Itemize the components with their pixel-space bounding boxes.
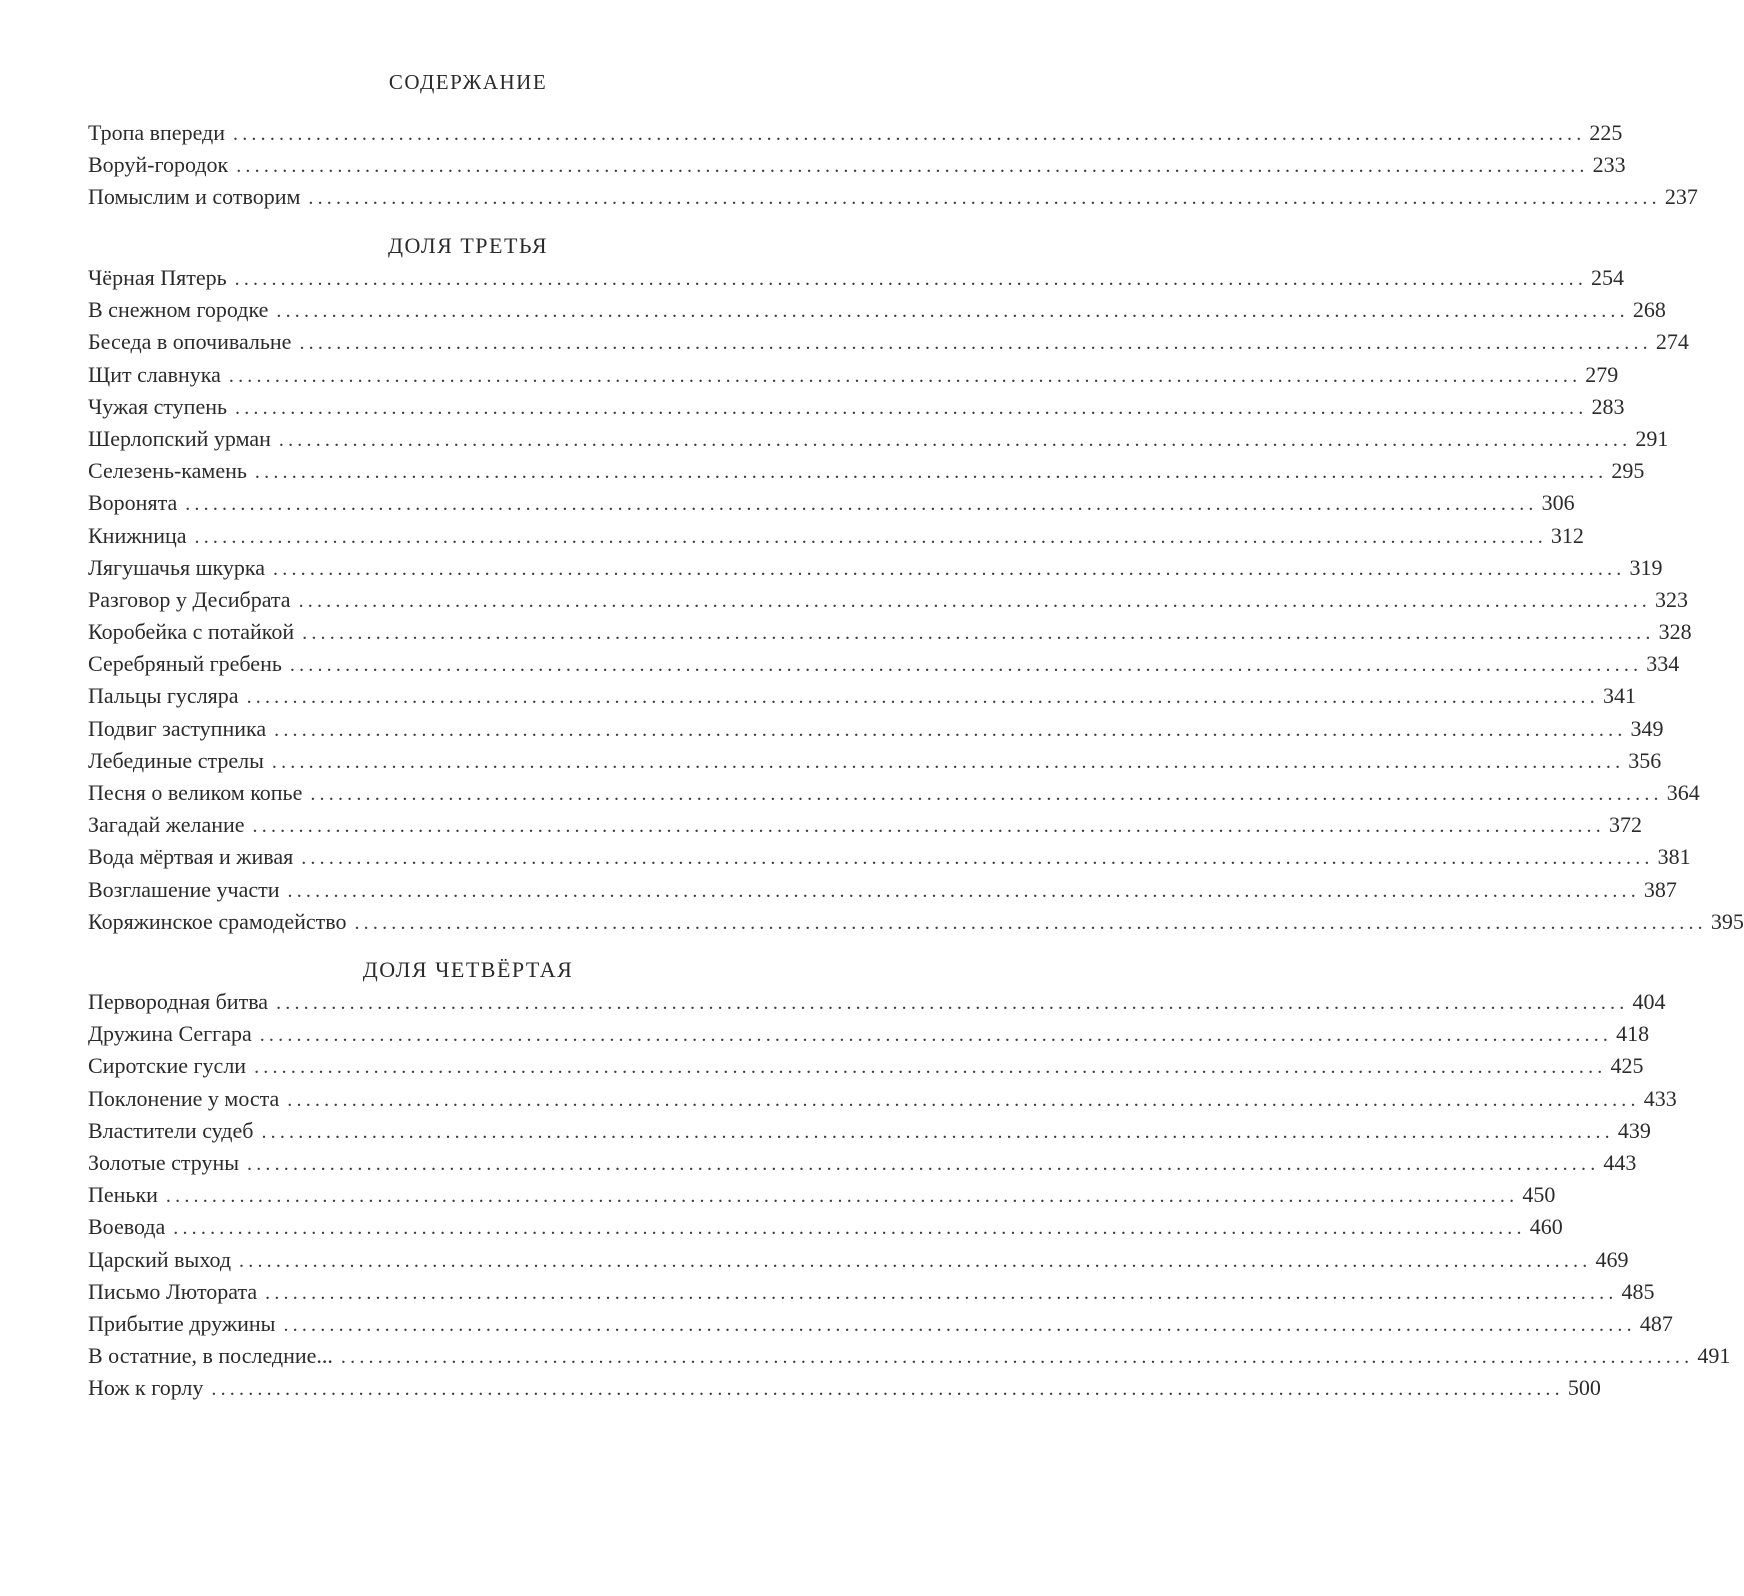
- toc-entry-page-number: 254: [1591, 265, 1625, 290]
- toc-entry-title: Пеньки: [88, 1182, 158, 1208]
- toc-entry-page-number: 381: [1657, 844, 1691, 870]
- toc-entry-title: Серебряный гребень: [88, 651, 282, 677]
- toc-entry-page-number: 491: [1697, 1343, 1731, 1369]
- dot-leader: ...................................................................................................................................................: [283, 1313, 1636, 1336]
- toc-entry: [88, 359, 1619, 391]
- toc-entry-title: Лебединые стрелы: [88, 747, 264, 773]
- toc-entry-title: Лягушачья шкурка: [88, 554, 266, 580]
- toc-entry: [88, 1147, 1637, 1179]
- toc-entry: [88, 520, 1584, 552]
- dot-leader: ...................................................................................................................................................: [354, 911, 1707, 934]
- toc-entry: [88, 149, 1626, 181]
- toc-entry-title: Нож к горлу: [88, 1375, 204, 1401]
- toc-entry-page-number: 295: [1611, 458, 1645, 484]
- dot-leader: ...................................................................................................................................................: [261, 1120, 1614, 1143]
- toc-entry-page-number: 364: [1666, 780, 1700, 805]
- dot-leader: ...................................................................................................................................................: [310, 783, 1663, 805]
- toc-entry: [88, 1083, 1677, 1115]
- toc-entry: [88, 648, 1680, 680]
- dot-leader: ...................................................................................................................................................: [236, 155, 1589, 178]
- dot-leader: ...................................................................................................................................................: [301, 847, 1654, 870]
- dot-leader: ...................................................................................................................................................: [298, 589, 1651, 612]
- toc-entry-title: Пальцы гусляра: [88, 683, 239, 709]
- toc-entry-title: Коробейка с потайкой: [88, 619, 295, 645]
- toc-entry: [88, 326, 1689, 358]
- toc-entry-page-number: 237: [1664, 184, 1698, 210]
- part-four-list: [88, 986, 1731, 1404]
- toc-entry-page-number: 443: [1603, 1149, 1637, 1175]
- toc-entry-page-number: 349: [1630, 715, 1664, 741]
- toc-entry-page-number: 334: [1646, 651, 1680, 677]
- toc-entry: [88, 906, 1744, 938]
- toc-entry: [88, 181, 1698, 213]
- dot-leader: ...................................................................................................................................................: [173, 1217, 1526, 1240]
- running-head: СОДЕРЖАНИЕ: [388, 70, 548, 94]
- toc-entry-title: Вода мёртвая и живая: [88, 844, 294, 870]
- dot-leader: ...................................................................................................................................................: [276, 992, 1629, 1014]
- toc-entry-page-number: 291: [1635, 425, 1669, 451]
- toc-entry: [88, 1276, 1655, 1308]
- toc-entry: [88, 487, 1575, 519]
- toc-entry-title: Помыслим и сотворим: [88, 184, 301, 210]
- dot-leader: ...................................................................................................................................................: [273, 557, 1626, 580]
- dot-leader: ...................................................................................................................................................: [278, 428, 1632, 451]
- toc-entry-page-number: 268: [1632, 297, 1666, 323]
- toc-entry-page-number: 469: [1595, 1246, 1629, 1272]
- toc-entry: [88, 1340, 1731, 1372]
- toc-entry-page-number: 341: [1602, 683, 1636, 709]
- dot-leader: ...................................................................................................................................................: [271, 750, 1625, 773]
- dot-leader: ...................................................................................................................................................: [287, 879, 1640, 902]
- toc-entry: [88, 262, 1625, 294]
- part-three-list: [88, 262, 1744, 938]
- dot-leader: ...................................................................................................................................................: [289, 654, 1643, 677]
- toc-entry-page-number: 306: [1541, 490, 1575, 516]
- dot-leader: ...................................................................................................................................................: [299, 332, 1652, 355]
- toc-entry-page-number: 283: [1591, 393, 1625, 419]
- dot-leader: ...................................................................................................................................................: [254, 1056, 1607, 1079]
- toc-entry-title: Беседа в опочивальне: [88, 329, 292, 355]
- toc-entry-title: Тропа впереди: [88, 120, 226, 145]
- dot-leader: ...................................................................................................................................................: [233, 123, 1586, 145]
- toc-continued-list: [88, 117, 1698, 214]
- toc-entry-title: В остатние, в последние...: [88, 1343, 333, 1369]
- toc-entry: [88, 423, 1669, 455]
- toc-entry: [88, 1244, 1629, 1276]
- dot-leader: ...................................................................................................................................................: [302, 622, 1655, 645]
- toc-entry-page-number: 279: [1585, 361, 1619, 387]
- toc-entry: [88, 986, 1666, 1018]
- toc-entry-title: Дружина Сеггара: [88, 1021, 252, 1047]
- toc-entry-title: Письмо Лютората: [88, 1278, 258, 1304]
- dot-leader: ...................................................................................................................................................: [276, 300, 1629, 323]
- dot-leader: ...................................................................................................................................................: [308, 187, 1661, 210]
- toc-entry-page-number: 425: [1610, 1053, 1644, 1079]
- toc-entry-title: Первородная битва: [88, 989, 269, 1014]
- toc-entry: [88, 874, 1677, 906]
- toc-entry-title: В снежном городке: [88, 297, 269, 323]
- toc-entry-page-number: 418: [1616, 1021, 1650, 1047]
- toc-entry-title: Книжница: [88, 522, 187, 548]
- toc-entry-title: Селезень-камень: [88, 458, 247, 484]
- toc-entry-page-number: 323: [1654, 586, 1688, 612]
- toc-entry-title: Шерлопский урман: [88, 425, 271, 451]
- toc-entry: [88, 616, 1692, 648]
- toc-entry: [88, 455, 1645, 487]
- toc-entry: [88, 1372, 1601, 1404]
- toc-entry: [88, 1050, 1644, 1082]
- dot-leader: ...................................................................................................................................................: [247, 1152, 1600, 1175]
- toc-entry-page-number: 312: [1550, 522, 1584, 548]
- toc-entry-page-number: 487: [1639, 1310, 1673, 1336]
- dot-leader: ...................................................................................................................................................: [340, 1346, 1694, 1369]
- toc-entry-title: Воруй-городок: [88, 152, 229, 178]
- toc-entry: [88, 117, 1623, 149]
- dot-leader: ...................................................................................................................................................: [234, 268, 1588, 290]
- toc-entry-title: Воронята: [88, 490, 178, 516]
- dot-leader: ...................................................................................................................................................: [235, 396, 1588, 419]
- toc-entry-title: Царский выход: [88, 1246, 232, 1272]
- dot-leader: ...................................................................................................................................................: [254, 461, 1608, 484]
- dot-leader: ...................................................................................................................................................: [228, 364, 1582, 387]
- toc-entry: [88, 1179, 1556, 1211]
- toc-entry-page-number: 387: [1643, 876, 1677, 902]
- dot-leader: ...................................................................................................................................................: [287, 1088, 1640, 1111]
- toc-entry-title: Поклонение у моста: [88, 1085, 280, 1111]
- dot-leader: ...................................................................................................................................................: [211, 1378, 1564, 1401]
- toc-entry-page-number: 225: [1589, 120, 1623, 145]
- dot-leader: ...................................................................................................................................................: [185, 493, 1538, 516]
- dot-leader: ...................................................................................................................................................: [246, 686, 1599, 709]
- toc-entry-title: Подвиг заступника: [88, 715, 267, 741]
- toc-entry-page-number: 395: [1710, 908, 1744, 934]
- toc-entry-title: Чужая ступень: [88, 393, 228, 419]
- toc-entry-title: Загадай желание: [88, 812, 245, 838]
- dot-leader: ...................................................................................................................................................: [265, 1281, 1618, 1304]
- dot-leader: ...................................................................................................................................................: [194, 525, 1547, 548]
- toc-entry-page-number: 485: [1621, 1278, 1655, 1304]
- dot-leader: ...................................................................................................................................................: [259, 1024, 1613, 1047]
- toc-entry-title: Песня о великом копье: [88, 780, 303, 805]
- part-three-heading: ДОЛЯ ТРЕТЬЯ: [387, 233, 549, 258]
- toc-entry: [88, 841, 1691, 873]
- toc-entry-title: Воевода: [88, 1214, 166, 1240]
- toc-entry-title: Возглашение участи: [88, 876, 280, 902]
- toc-entry: [88, 584, 1688, 616]
- toc-entry-title: Золотые струны: [88, 1149, 239, 1175]
- dot-leader: ...................................................................................................................................................: [274, 718, 1627, 741]
- toc-entry: [88, 680, 1636, 712]
- toc-entry-title: Сиротские гусли: [88, 1053, 247, 1079]
- toc-entry-page-number: 460: [1529, 1214, 1563, 1240]
- toc-entry-title: Чёрная Пятерь: [88, 265, 227, 290]
- toc-entry-page-number: 500: [1567, 1375, 1601, 1401]
- toc-entry-page-number: 356: [1628, 747, 1662, 773]
- toc-entry-title: Щит славнука: [88, 361, 221, 387]
- toc-entry: [88, 1115, 1651, 1147]
- toc-entry-title: Властители судеб: [88, 1117, 254, 1143]
- toc-entry-title: Разговор у Десибрата: [88, 586, 291, 612]
- toc-entry-page-number: 433: [1643, 1085, 1677, 1111]
- dot-leader: ...................................................................................................................................................: [239, 1249, 1592, 1272]
- toc-entry-page-number: 404: [1632, 989, 1666, 1014]
- toc-entry: [88, 1018, 1650, 1050]
- part-four-heading: ДОЛЯ ЧЕТВЁРТАЯ: [362, 957, 574, 982]
- toc-entry-title: Прибытие дружины: [88, 1310, 276, 1336]
- toc-entry: [88, 1308, 1673, 1340]
- toc-entry: [88, 391, 1625, 423]
- toc-entry: [88, 1211, 1563, 1243]
- toc-entry: [88, 294, 1666, 326]
- toc-entry-page-number: 372: [1608, 812, 1642, 838]
- toc-entry-page-number: 319: [1629, 554, 1663, 580]
- toc-entry: [88, 809, 1642, 841]
- toc-entry: [88, 745, 1662, 777]
- toc-entry: [88, 713, 1664, 745]
- dot-leader: ...................................................................................................................................................: [252, 815, 1605, 838]
- toc-entry-title: Коряжинское срамодейство: [88, 908, 347, 934]
- toc-entry-page-number: 233: [1592, 152, 1626, 178]
- toc-entry-page-number: 328: [1658, 619, 1692, 645]
- toc-entry-page-number: 450: [1522, 1182, 1556, 1208]
- toc-entry: [88, 777, 1700, 809]
- toc-entry-page-number: 439: [1617, 1117, 1651, 1143]
- dot-leader: ...................................................................................................................................................: [165, 1185, 1519, 1208]
- toc-entry-page-number: 274: [1655, 329, 1689, 355]
- toc-entry: [88, 552, 1663, 584]
